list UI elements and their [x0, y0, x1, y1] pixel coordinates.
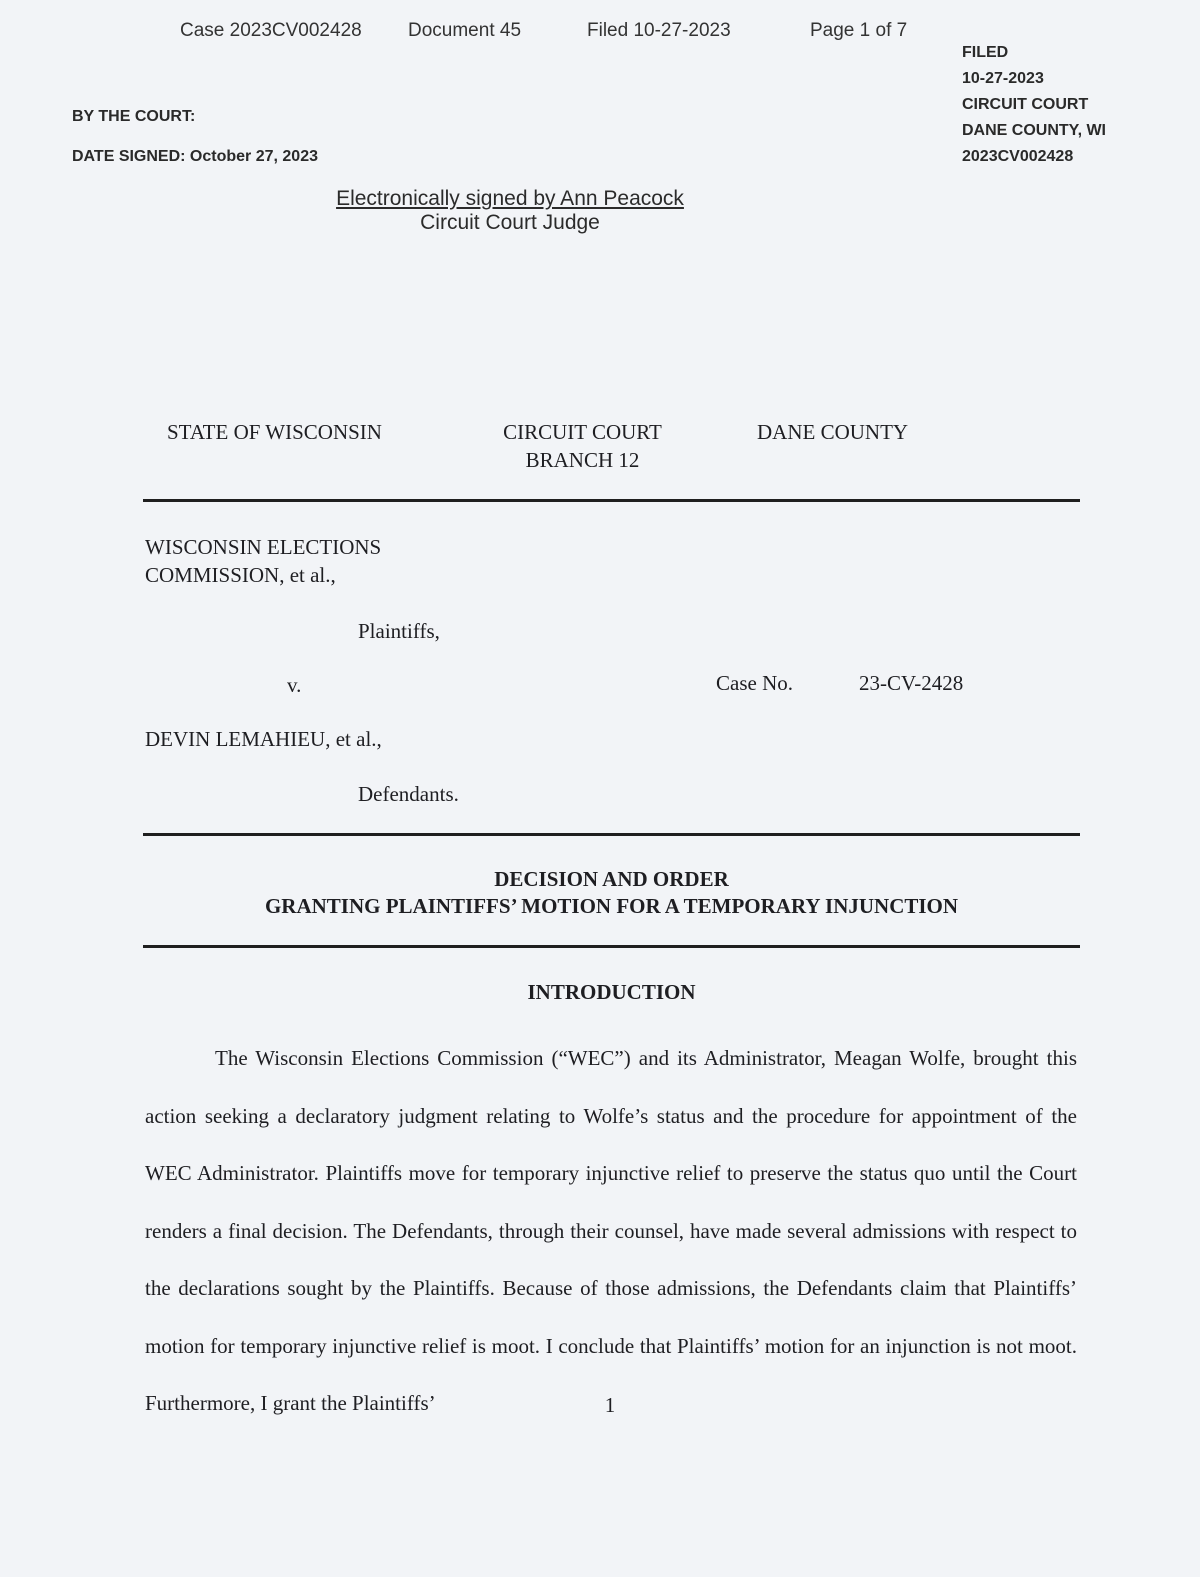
document-title-line: DECISION AND ORDER [494, 867, 729, 891]
by-the-court-label: BY THE COURT: [72, 108, 196, 125]
header-case-number: Case 2023CV002428 [180, 20, 362, 41]
filed-stamp-line: 2023CV002428 [962, 148, 1074, 165]
plaintiffs-label: Plaintiffs, [358, 619, 440, 643]
filed-stamp-line: 10-27-2023 [962, 70, 1044, 87]
introduction-paragraph: The Wisconsin Elections Commission (“WEC”) and its Administrator, Meagan Wolfe, brought this action seeking a declaratory judgment relating to Wolfe’s status and the procedure for appointment of the WEC Administrator. Plaintiffs move for temporary injunctive relief to preserve the status quo until the Court renders a final decision. The Defendants, through their counsel, have made several admissions with respect to the declarations sought by the Plaintiffs. Because of those admissions, the Defendants claim that Plaintiffs’ motion for temporary injunctive relief is moot. I conclude that Plaintiffs’ motion for an injunction is not moot. Furthermore, I grant the Plaintiffs’ [145, 1046, 1077, 1415]
plaintiff-name-line: WISCONSIN ELECTIONS [145, 535, 382, 559]
document-title-line: GRANTING PLAINTIFFS’ MOTION FOR A TEMPORARY INJUNCTION [264, 894, 959, 918]
header-document-number: Document 45 [408, 20, 522, 41]
filed-stamp [962, 40, 1106, 170]
plaintiff-name-line: COMMISSION, et al., [145, 563, 336, 587]
plaintiff-name [145, 533, 381, 589]
defendants-label: Defendants. [358, 782, 459, 806]
caption-divider-middle [143, 833, 1080, 836]
caption-county: DANE COUNTY [757, 420, 909, 444]
filed-stamp-line: CIRCUIT COURT [962, 96, 1089, 113]
case-number-label: Case No. [716, 671, 793, 695]
header-filed-date: Filed 10-27-2023 [587, 20, 731, 41]
filed-stamp-line: DANE COUNTY, WI [962, 122, 1106, 139]
versus-label: v. [287, 673, 302, 697]
caption-court [470, 418, 695, 474]
page-number: 1 [604, 1393, 616, 1417]
signature-title: Circuit Court Judge [420, 211, 600, 234]
date-signed-label: DATE SIGNED: October 27, 2023 [72, 148, 318, 165]
header-page-count: Page 1 of 7 [810, 20, 908, 41]
title-divider-bottom [143, 945, 1080, 948]
caption-branch: BRANCH 12 [525, 448, 640, 472]
caption-state: STATE OF WISCONSIN [167, 420, 382, 444]
defendant-name: DEVIN LEMAHIEU, et al., [145, 727, 382, 751]
signature-name: Electronically signed by Ann Peacock [336, 187, 684, 210]
caption-divider-top [143, 499, 1080, 502]
caption-court-name: CIRCUIT COURT [503, 420, 662, 444]
introduction-heading: INTRODUCTION [527, 980, 696, 1004]
document-title [143, 866, 1080, 920]
electronic-signature [320, 187, 700, 235]
case-number-value: 23-CV-2428 [859, 671, 964, 695]
filed-stamp-line: FILED [962, 44, 1009, 61]
